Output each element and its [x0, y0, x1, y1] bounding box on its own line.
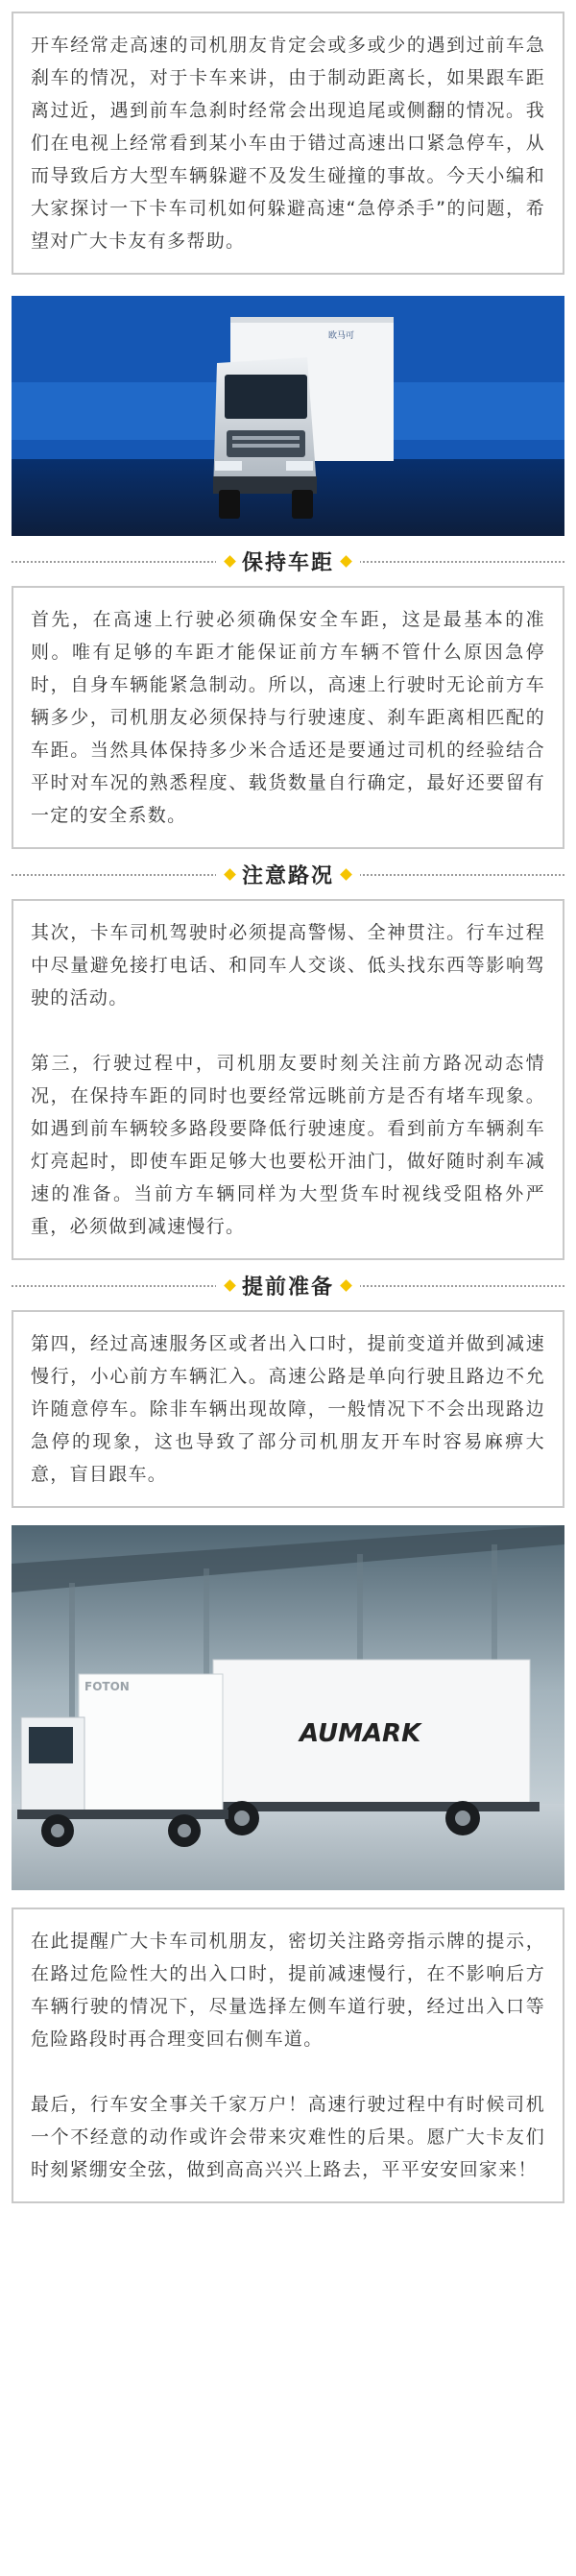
paragraph: 其次，卡车司机驾驶时必须提高警惕、全神贯注。行车过程中尽量避免接打电话、和同车人交谈、低头找东西等影响驾驶的活动。 — [31, 922, 545, 1009]
section-title: 保持车距 — [241, 550, 334, 575]
diamond-icon — [340, 868, 352, 881]
cab-brand-lettering: FOTON — [84, 1680, 130, 1693]
section-head-road-conditions — [12, 849, 564, 899]
truck-front-illustration — [12, 296, 564, 536]
section-title: 提前准备 — [241, 1275, 334, 1300]
cab-lettering: 欧马可 — [328, 331, 355, 341]
truck-photo-side — [12, 1525, 564, 1890]
diamond-icon — [224, 1279, 236, 1292]
divider-right — [332, 874, 564, 876]
paragraph: 第三，行驶过程中，司机朋友要时刻关注前方路况动态情况，在保持车距的同时也要经常远眺前方是否有堵车现象。如遇到前车辆较多路段要降低行驶速度。看到前方车辆刹车灯亮起时，即使车距足够大也要松开油门，做好随时刹车减速的准备。当前方车辆同样为大型货车时视线受阻格外严重，必须做到减速慢行。 — [31, 1053, 545, 1237]
divider-left — [12, 874, 244, 876]
paragraph: 第四，经过高速服务区或者出入口时，提前变道并做到减速慢行，小心前方车辆汇入。高速公路是单向行驶且路边不允许随意停车。除非车辆出现故障，一般情况下不会出现路边急停的现象，这也导致了部分司机朋友开车时容易麻痹大意，盲目跟车。 — [31, 1333, 545, 1485]
paragraph: 在此提醒广大卡车司机朋友，密切关注路旁指示牌的提示，在路过危险性大的出入口时，提前减速慢行，在不影响后方车辆行驶的情况下，尽量选择左侧车道行驶，经过出入口等危险路段时再合理变回右侧车道。 — [31, 1931, 545, 2050]
closing-card — [12, 1908, 564, 2203]
divider-right — [332, 1285, 564, 1287]
divider-right — [332, 561, 564, 563]
section-title: 注意路况 — [241, 863, 334, 888]
paragraph: 首先，在高速上行驶必须确保安全车距，这是最基本的准则。唯有足够的车距才能保证前方车辆不管什么原因急停时，自身车辆能紧急制动。所以，高速上行驶时无论前方车辆多少，司机朋友必须保持与行驶速度、刹车距离相匹配的车距。当然具体保持多少米合适还是要通过司机的经验结合平时对车况的熟悉程度、载货数量自行确定，最好还要留有一定的安全系数。 — [31, 609, 545, 826]
section-card-prepare-ahead — [12, 1310, 564, 1508]
section-card-keep-distance — [12, 586, 564, 849]
diamond-icon — [224, 868, 236, 881]
section-title-wrap — [216, 860, 360, 889]
section-head-prepare-ahead — [12, 1260, 564, 1310]
divider-left — [12, 561, 244, 563]
diamond-icon — [340, 555, 352, 568]
divider-left — [12, 1285, 244, 1287]
box-brand-lettering: AUMARK — [300, 1719, 421, 1748]
trucks-side-illustration — [12, 1525, 564, 1890]
section-title-wrap — [216, 1271, 360, 1300]
intro-card — [12, 12, 564, 275]
diamond-icon — [340, 1279, 352, 1292]
paragraph: 最后，行车安全事关千家万户！高速行驶过程中有时候司机一个不经意的动作或许会带来灾难性的后果。愿广大卡友们时刻紧绷安全弦，做到高高兴兴上路去，平平安安回家来！ — [31, 2094, 545, 2180]
truck-photo-front — [12, 296, 564, 536]
section-card-road-conditions — [12, 899, 564, 1260]
section-title-wrap — [216, 547, 360, 576]
section-head-keep-distance — [12, 536, 564, 586]
diamond-icon — [224, 555, 236, 568]
intro-paragraph: 开车经常走高速的司机朋友肯定会或多或少的遇到过前车急刹车的情况，对于卡车来讲，由于制动距离长，如果跟车距离过近，遇到前车急刹时经常会出现追尾或侧翻的情况。我们在电视上经常看到某小车由于错过高速出口紧急停车，从而导致后方大型车辆躲避不及发生碰撞的事故。今天小编和大家探讨一下卡车司机如何躲避高速“急停杀手”的问题，希望对广大卡友有多帮助。 — [31, 35, 545, 252]
